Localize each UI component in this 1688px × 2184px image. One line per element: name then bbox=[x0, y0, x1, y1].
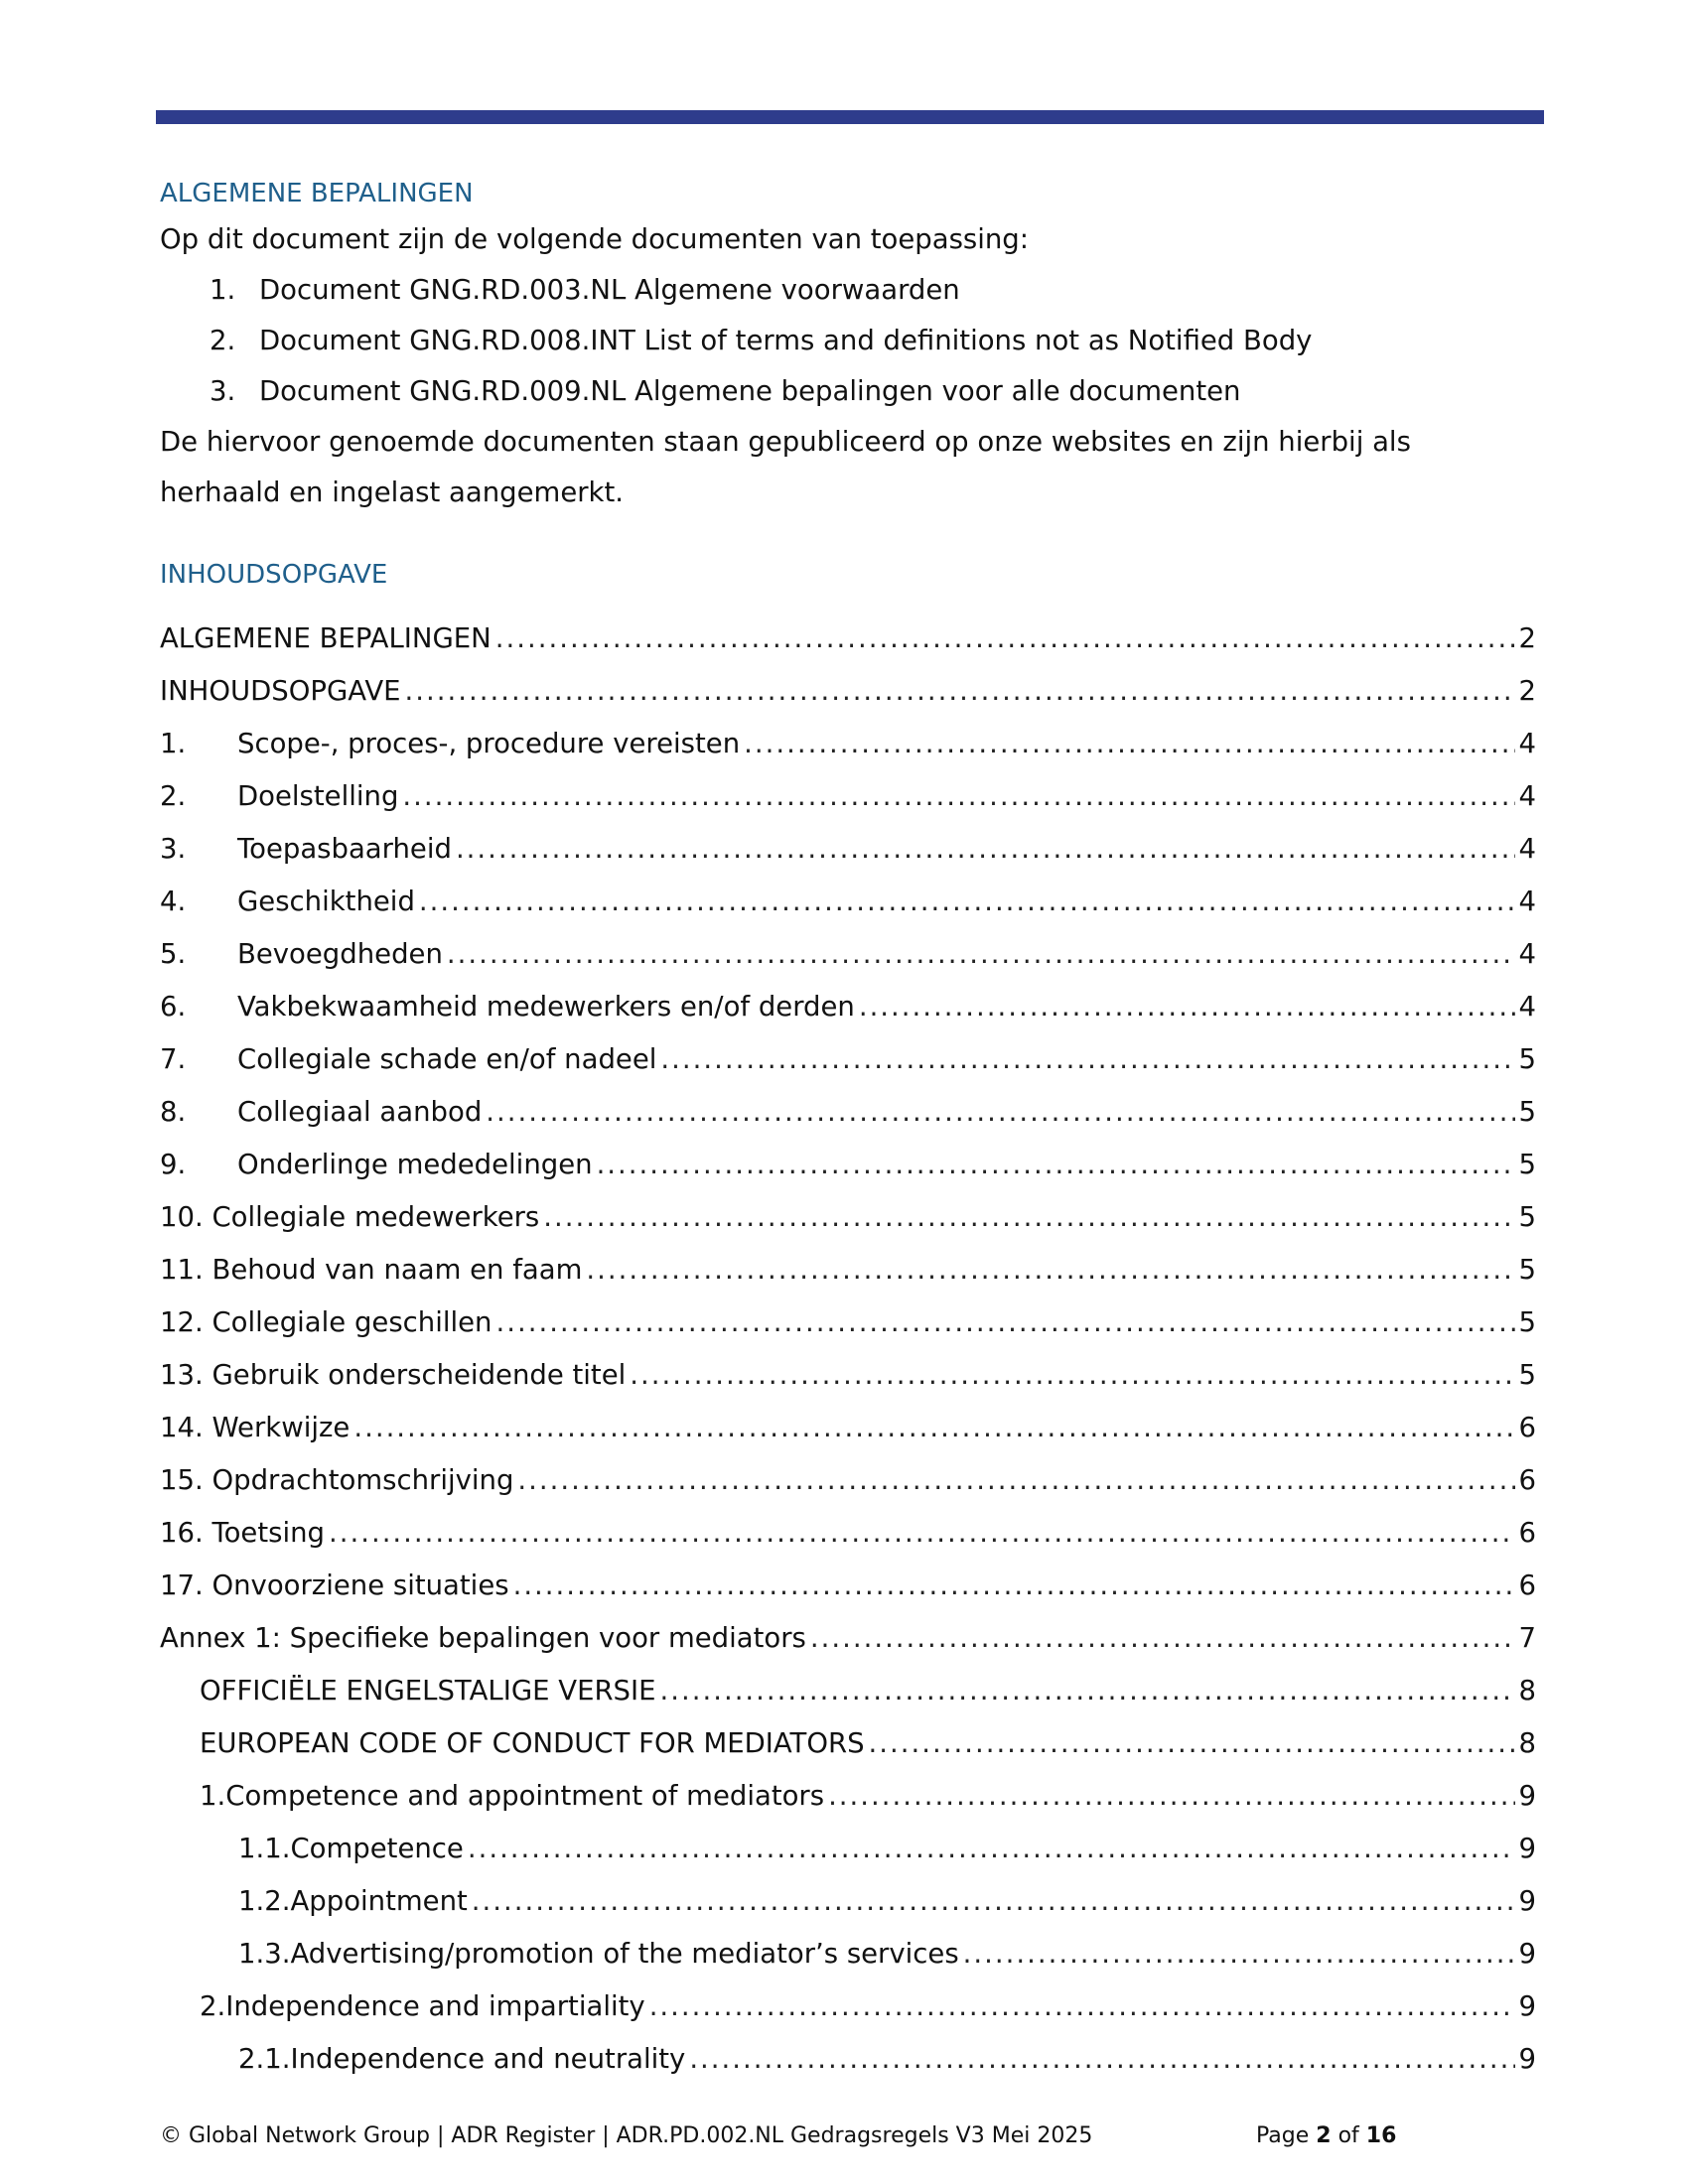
toc-leader bbox=[513, 1570, 1515, 1601]
toc-entry-number: 1. bbox=[160, 728, 187, 759]
toc-leader bbox=[353, 1412, 1514, 1443]
toc-sub-entry[interactable] bbox=[160, 1812, 1536, 1864]
toc-entry[interactable] bbox=[160, 1496, 1536, 1549]
toc-entry[interactable] bbox=[160, 602, 1536, 654]
toc-entry[interactable] bbox=[160, 970, 1536, 1023]
toc-entry-page: 5 bbox=[1518, 1306, 1536, 1338]
toc-sub-entry-page: 8 bbox=[1518, 1675, 1536, 1706]
toc-entry-number: 3. bbox=[160, 833, 187, 865]
toc-entry[interactable] bbox=[160, 759, 1536, 812]
toc-entry-title: INHOUDSOPGAVE bbox=[160, 675, 401, 707]
page-footer bbox=[160, 2123, 1397, 2148]
toc-entry-page: 6 bbox=[1518, 1517, 1536, 1549]
toc-entry[interactable] bbox=[160, 1549, 1536, 1601]
footer-copyright: © Global Network Group | ADR Register | ADR.PD.002.NL Gedragsregels V3 Mei 2025 bbox=[160, 2123, 1093, 2148]
toc-entry-title: Geschiktheid bbox=[237, 886, 415, 917]
toc-entry[interactable] bbox=[160, 1075, 1536, 1128]
toc-leader bbox=[586, 1254, 1514, 1286]
toc-leader bbox=[472, 1885, 1515, 1917]
toc-entry-title: Onderlinge mededelingen bbox=[237, 1149, 593, 1180]
toc-entry-page: 5 bbox=[1518, 1254, 1536, 1286]
toc-entry[interactable] bbox=[160, 1180, 1536, 1233]
general-provisions-heading: ALGEMENE BEPALINGEN bbox=[160, 179, 474, 208]
toc-entry-page: 4 bbox=[1518, 938, 1536, 970]
document-item-text: Document GNG.RD.009.NL Algemene bepalingen voor alle documenten bbox=[259, 375, 1241, 407]
toc-entry[interactable] bbox=[160, 707, 1536, 759]
toc-entry-number: 7. bbox=[160, 1043, 187, 1075]
toc-leader bbox=[517, 1464, 1514, 1496]
toc-leader bbox=[649, 1990, 1515, 2022]
toc-entry[interactable] bbox=[160, 654, 1536, 707]
toc-entry-page: 4 bbox=[1518, 728, 1536, 759]
toc-leader bbox=[447, 938, 1515, 970]
document-item-number: 3. bbox=[210, 375, 236, 407]
document-item-number: 1. bbox=[210, 274, 236, 306]
toc-sub-entry-page: 9 bbox=[1518, 1938, 1536, 1970]
toc-entry-page: 4 bbox=[1518, 886, 1536, 917]
toc-entry-page: 5 bbox=[1518, 1043, 1536, 1075]
toc-sub-entry[interactable] bbox=[160, 1917, 1536, 1970]
toc-entry-page: 2 bbox=[1518, 675, 1536, 707]
toc-leader bbox=[495, 1306, 1514, 1338]
toc-leader bbox=[828, 1780, 1514, 1812]
toc-entry[interactable] bbox=[160, 1443, 1536, 1496]
general-closing-line-1: De hiervoor genoemde documenten staan gepubliceerd op onze websites en zijn hierbij als bbox=[160, 426, 1411, 458]
toc-entry-number: 2. bbox=[160, 780, 187, 812]
toc-entry[interactable] bbox=[160, 1601, 1536, 1654]
toc-entry-title: 11. Behoud van naam en faam bbox=[160, 1254, 583, 1286]
toc-entry[interactable] bbox=[160, 1023, 1536, 1075]
toc-entry-title: Annex 1: Specifieke bepalingen voor mediators bbox=[160, 1622, 806, 1654]
toc-entry-title: 14. Werkwijze bbox=[160, 1412, 351, 1443]
toc-sub-entry-page: 9 bbox=[1518, 1885, 1536, 1917]
toc-entry-page: 5 bbox=[1518, 1149, 1536, 1180]
toc-entry-title: Doelstelling bbox=[237, 780, 399, 812]
toc-sub-entry-title: 2.Independence and impartiality bbox=[200, 1990, 645, 2022]
toc-sub-entry-page: 9 bbox=[1518, 1990, 1536, 2022]
toc-leader bbox=[419, 886, 1515, 917]
footer-page-current: 2 bbox=[1316, 2123, 1332, 2148]
toc-sub-entry-page: 9 bbox=[1518, 1780, 1536, 1812]
toc-sub-entry-page: 8 bbox=[1518, 1727, 1536, 1759]
toc-leader bbox=[660, 1675, 1515, 1706]
toc-leader bbox=[543, 1201, 1514, 1233]
toc-entry[interactable] bbox=[160, 1233, 1536, 1286]
toc-leader bbox=[329, 1517, 1515, 1549]
footer-page-of: of bbox=[1331, 2123, 1366, 2148]
toc-entry-number: 9. bbox=[160, 1149, 187, 1180]
toc-entry-number: 4. bbox=[160, 886, 187, 917]
document-body bbox=[160, 177, 1536, 2075]
document-item bbox=[160, 366, 1536, 417]
table-of-contents bbox=[160, 602, 1536, 2075]
toc-sub-entry[interactable] bbox=[160, 1970, 1536, 2022]
toc-entry[interactable] bbox=[160, 1128, 1536, 1180]
toc-leader bbox=[597, 1149, 1515, 1180]
toc-leader bbox=[456, 833, 1515, 865]
toc-entry-page: 6 bbox=[1518, 1412, 1536, 1443]
toc-entry-title: 15. Opdrachtomschrijving bbox=[160, 1464, 514, 1496]
applicable-documents-list bbox=[160, 265, 1536, 417]
toc-entry-title: Scope-, proces-, procedure vereisten bbox=[237, 728, 741, 759]
toc-sub-entry[interactable] bbox=[160, 2022, 1536, 2075]
footer-page-total: 16 bbox=[1365, 2123, 1397, 2148]
toc-entry-page: 5 bbox=[1518, 1359, 1536, 1391]
toc-entry-title: ALGEMENE BEPALINGEN bbox=[160, 622, 492, 654]
toc-entry[interactable] bbox=[160, 1391, 1536, 1443]
general-closing-line-2: herhaald en ingelast aangemerkt. bbox=[160, 477, 624, 508]
toc-entry-title: Collegiaal aanbod bbox=[237, 1096, 483, 1128]
toc-leader bbox=[689, 2043, 1514, 2075]
toc-entry[interactable] bbox=[160, 1338, 1536, 1391]
toc-sub-entry-page: 9 bbox=[1518, 1833, 1536, 1864]
document-item bbox=[160, 316, 1536, 366]
toc-leader bbox=[468, 1833, 1515, 1864]
toc-entry-page: 6 bbox=[1518, 1570, 1536, 1601]
header-rule bbox=[156, 110, 1544, 124]
footer-page-word: Page bbox=[1256, 2123, 1317, 2148]
toc-leader bbox=[859, 991, 1515, 1023]
general-intro: Op dit document zijn de volgende documenten van toepassing: bbox=[160, 223, 1030, 255]
toc-entry-number: 8. bbox=[160, 1096, 187, 1128]
toc-entry-page: 4 bbox=[1518, 780, 1536, 812]
toc-entry-title: Collegiale schade en/of nadeel bbox=[237, 1043, 657, 1075]
toc-entry[interactable] bbox=[160, 917, 1536, 970]
toc-leader bbox=[744, 728, 1514, 759]
toc-entry[interactable] bbox=[160, 865, 1536, 917]
toc-sub-entry-title: OFFICIËLE ENGELSTALIGE VERSIE bbox=[200, 1675, 656, 1706]
toc-entry-title: 13. Gebruik onderscheidende titel bbox=[160, 1359, 627, 1391]
toc-entry[interactable] bbox=[160, 812, 1536, 865]
toc-entry-title: Toepasbaarheid bbox=[237, 833, 452, 865]
toc-sub-entry-title: 1.Competence and appointment of mediators bbox=[200, 1780, 825, 1812]
toc-sub-entry[interactable] bbox=[160, 1864, 1536, 1917]
toc-entry-page: 6 bbox=[1518, 1464, 1536, 1496]
toc-entry-page: 4 bbox=[1518, 833, 1536, 865]
toc-leader bbox=[630, 1359, 1514, 1391]
footer-page-number bbox=[1256, 2123, 1396, 2148]
toc-entry-title: 10. Collegiale medewerkers bbox=[160, 1201, 540, 1233]
toc-sub-entry[interactable] bbox=[160, 1759, 1536, 1812]
toc-sub-entry-title: 1.2.Appointment bbox=[238, 1885, 468, 1917]
toc-leader bbox=[486, 1096, 1514, 1128]
document-item-text: Document GNG.RD.003.NL Algemene voorwaarden bbox=[259, 274, 960, 306]
toc-sub-entry[interactable] bbox=[160, 1654, 1536, 1706]
toc-leader bbox=[405, 675, 1515, 707]
toc-sub-entry-title: 1.1.Competence bbox=[238, 1833, 464, 1864]
toc-leader bbox=[869, 1727, 1515, 1759]
toc-entry-page: 5 bbox=[1518, 1096, 1536, 1128]
toc-entry[interactable] bbox=[160, 1286, 1536, 1338]
toc-heading: INHOUDSOPGAVE bbox=[160, 560, 388, 590]
toc-entry-page: 5 bbox=[1518, 1201, 1536, 1233]
toc-entry-title: 17. Onvoorziene situaties bbox=[160, 1570, 509, 1601]
document-item bbox=[160, 265, 1536, 316]
toc-leader bbox=[402, 780, 1514, 812]
toc-sub-entry-title: 1.3.Advertising/promotion of the mediator’s services bbox=[238, 1938, 959, 1970]
toc-leader bbox=[495, 622, 1515, 654]
toc-sub-entry-title: 2.1.Independence and neutrality bbox=[238, 2043, 686, 2075]
toc-sub-entry-title: EUROPEAN CODE OF CONDUCT FOR MEDIATORS bbox=[200, 1727, 865, 1759]
toc-entry-title: Vakbekwaamheid medewerkers en/of derden bbox=[237, 991, 855, 1023]
toc-sub-entry-page: 9 bbox=[1518, 2043, 1536, 2075]
toc-entry-title: 12. Collegiale geschillen bbox=[160, 1306, 492, 1338]
toc-leader bbox=[810, 1622, 1515, 1654]
toc-entry-number: 5. bbox=[160, 938, 187, 970]
toc-leader bbox=[963, 1938, 1515, 1970]
toc-sub-entry[interactable] bbox=[160, 1706, 1536, 1759]
toc-entry-page: 2 bbox=[1518, 622, 1536, 654]
toc-entry-number: 6. bbox=[160, 991, 187, 1023]
toc-entry-page: 7 bbox=[1518, 1622, 1536, 1654]
document-item-number: 2. bbox=[210, 325, 236, 356]
toc-leader bbox=[660, 1043, 1514, 1075]
toc-entry-title: 16. Toetsing bbox=[160, 1517, 325, 1549]
document-item-text: Document GNG.RD.008.INT List of terms and definitions not as Notified Body bbox=[259, 325, 1313, 356]
toc-entry-title: Bevoegdheden bbox=[237, 938, 443, 970]
toc-entry-page: 4 bbox=[1518, 991, 1536, 1023]
